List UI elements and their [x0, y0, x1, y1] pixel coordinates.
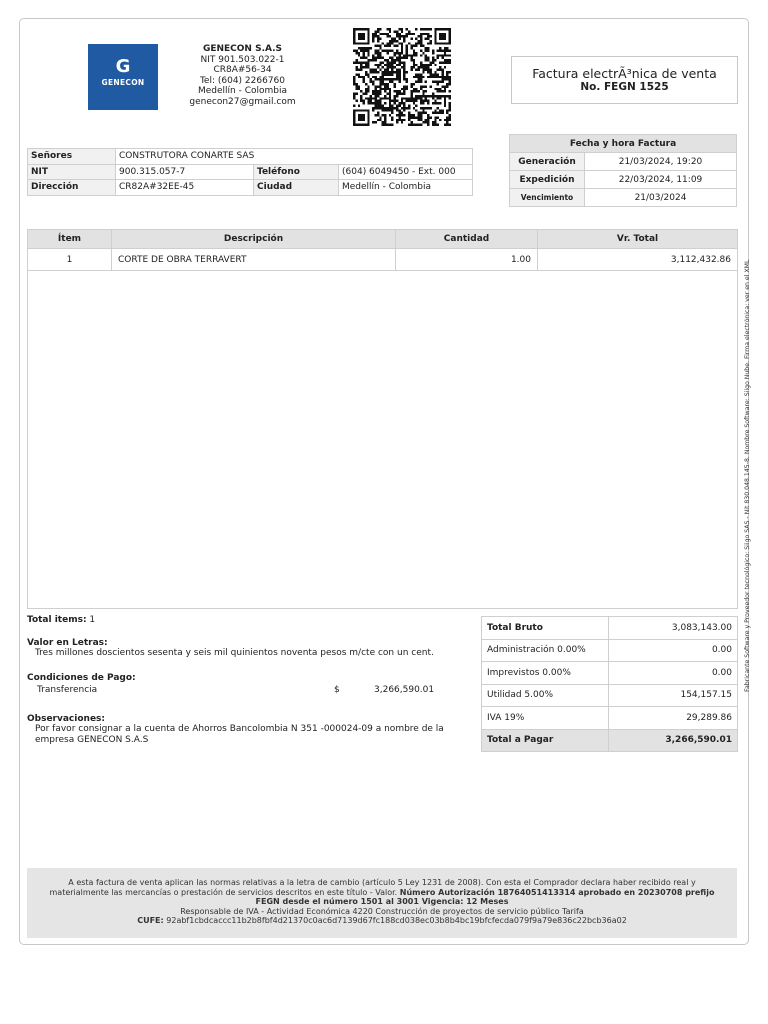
- total-bruto-value: 3,083,143.00: [609, 617, 738, 640]
- footer-legal-text: A esta factura de venta aplican las normas relativas a la letra de cambio (artículo 5 Ley 1231 de 2008). Con esta el Comprador declara haber recibido real y materialmente las mercancías o prestación de servicios descritos en este título - Valor.: [49, 878, 696, 897]
- document-title-box: [511, 56, 738, 104]
- company-logo: [88, 44, 158, 110]
- footer-activity: Responsable de IVA - Actividad Económica 4220 Construcción de proyectos de servicio público Tarifa: [180, 906, 584, 916]
- table-row: [482, 707, 738, 730]
- item-number: 1: [28, 249, 112, 271]
- utilidad-value: 154,157.15: [609, 684, 738, 707]
- company-phone: Tel: (604) 2266760: [199, 75, 286, 86]
- items-box: [27, 229, 738, 609]
- nit-label: NIT: [28, 164, 116, 180]
- date-row: [510, 189, 737, 207]
- client-table: [27, 148, 473, 196]
- payment-currency: $: [334, 685, 340, 695]
- client-name: CONSTRUTORA CONARTE SAS: [116, 149, 473, 165]
- cufe-value: 92abf1cbdcaccc11b2b8fbf4d21370c0ac6d7139d67fc188cd038ec03b8b4bc19bfcfecda079f9a79e836c22bcb36a02: [166, 916, 627, 926]
- administracion-value: 0.00: [609, 639, 738, 662]
- total-pagar-label: Total a Pagar: [482, 729, 609, 752]
- legal-footer: [27, 868, 737, 938]
- total-bruto-label: Total Bruto: [482, 617, 609, 640]
- table-row: [482, 729, 738, 752]
- senores-label: Señores: [28, 149, 116, 165]
- logo-g-icon: 𝗚: [115, 56, 131, 77]
- observaciones-value: Por favor consignar a la cuenta de Ahorros Bancolombia N 351 -000024-09 a nombre de la empresa GENECON S.A.S: [35, 724, 444, 745]
- expedicion-label: Expedición: [510, 171, 585, 189]
- company-address: CR8A#56-34: [213, 65, 272, 76]
- generacion-label: Generación: [510, 153, 585, 171]
- ciudad-label: Ciudad: [254, 180, 339, 196]
- imprevistos-label: Imprevistos 0.00%: [482, 662, 609, 685]
- vencimiento-value: 21/03/2024: [585, 189, 737, 207]
- client-address: CR82A#32EE-45: [116, 180, 254, 196]
- total-items-label: Total items:: [27, 615, 87, 625]
- payment-method: Transferencia: [37, 685, 98, 695]
- client-nit: 900.315.057-7: [116, 164, 254, 180]
- telefono-label: Teléfono: [254, 164, 339, 180]
- vencimiento-label: Vencimiento: [510, 189, 585, 207]
- iva-value: 29,289.86: [609, 707, 738, 730]
- payment-amount: 3,266,590.01: [374, 685, 435, 695]
- dates-table: [509, 134, 737, 207]
- logo-text: GENECON: [101, 78, 145, 87]
- condiciones-label: Condiciones de Pago:: [27, 673, 136, 683]
- payment-condition: [27, 683, 467, 697]
- company-email: genecon27@gmail.com: [189, 96, 296, 107]
- table-row: [482, 617, 738, 640]
- total-pagar-value: 3,266,590.01: [609, 729, 738, 752]
- date-row: [510, 153, 737, 171]
- administracion-label: Administración 0.00%: [482, 639, 609, 662]
- document-number: No. FEGN 1525: [580, 81, 669, 93]
- document-title: Factura electrÃ³nica de venta: [532, 66, 717, 81]
- client-row: [28, 164, 473, 180]
- utilidad-label: Utilidad 5.00%: [482, 684, 609, 707]
- header-description: Descripción: [112, 230, 396, 249]
- generacion-value: 21/03/2024, 19:20: [585, 153, 737, 171]
- total-items: [27, 615, 467, 626]
- footer-cufe: [41, 916, 723, 926]
- items-header-row: [28, 230, 738, 249]
- expedicion-value: 22/03/2024, 11:09: [585, 171, 737, 189]
- header-quantity: Cantidad: [396, 230, 538, 249]
- direccion-label: Dirección: [28, 180, 116, 196]
- invoice-summary: [27, 615, 467, 745]
- client-row: [28, 149, 473, 165]
- qr-code: [351, 28, 453, 126]
- dates-header: Fecha y hora Factura: [510, 135, 737, 153]
- table-row: [482, 639, 738, 662]
- company-city: Medellín - Colombia: [197, 86, 288, 97]
- cufe-label: CUFE:: [137, 916, 164, 926]
- header-item: Ítem: [28, 230, 112, 249]
- company-nit: NIT 901.503.022-1: [200, 54, 285, 65]
- footer-authorization: Número Autorización 18764051413314 aprobado en 20230708 prefijo FEGN desde el número 1501 al 3001 Vigencia: 12 Meses: [255, 887, 715, 907]
- table-row: [482, 684, 738, 707]
- header-total: Vr. Total: [538, 230, 738, 249]
- totals-table: [481, 616, 738, 752]
- qr-modules: [353, 28, 451, 126]
- item-quantity: 1.00: [396, 249, 538, 271]
- total-items-value: 1: [89, 615, 96, 625]
- items-table: [27, 229, 738, 271]
- client-city: Medellín - Colombia: [339, 180, 473, 196]
- imprevistos-value: 0.00: [609, 662, 738, 685]
- date-row: [510, 171, 737, 189]
- client-phone: (604) 6049450 - Ext. 000: [339, 164, 473, 180]
- item-total: 3,112,432.86: [538, 249, 738, 271]
- client-row: [28, 180, 473, 196]
- table-row: [28, 249, 738, 271]
- table-row: [482, 662, 738, 685]
- observaciones-label: Observaciones:: [27, 714, 106, 724]
- company-name: GENECON S.A.S: [202, 44, 283, 54]
- software-provider-note: Fabricante Software y Proveedor tecnológico: Siigo SAS - Nit 830.048.145-8. Nombre Software: Siigo Nube. Firma electrónica: ver en el XML: [744, 259, 751, 692]
- company-info: [180, 44, 305, 108]
- item-description: CORTE DE OBRA TERRAVERT: [112, 249, 396, 271]
- letras-value: Tres millones doscientos sesenta y seis mil quinientos noventa pesos m/cte con un cent.: [35, 648, 434, 658]
- iva-label: IVA 19%: [482, 707, 609, 730]
- letras-label: Valor en Letras:: [27, 638, 108, 648]
